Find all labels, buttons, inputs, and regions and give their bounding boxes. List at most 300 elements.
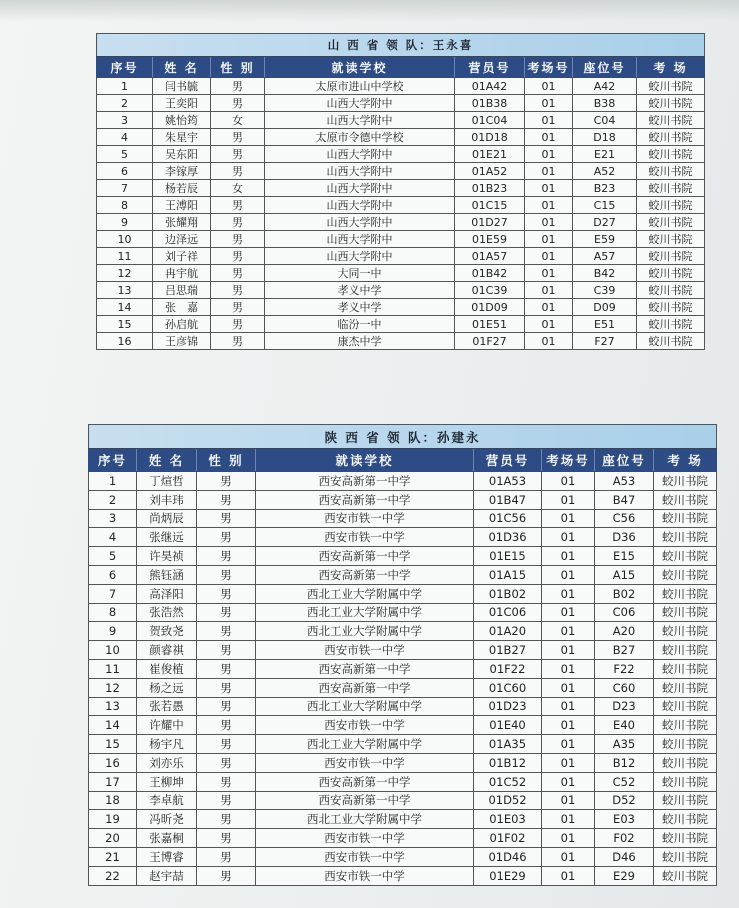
cell-name: 张嘉桐 bbox=[137, 829, 197, 848]
cell-gender: 男 bbox=[197, 490, 256, 509]
cell-gender: 男 bbox=[197, 584, 256, 603]
cell-name: 丁煊哲 bbox=[137, 472, 197, 491]
cell-seat-no: D36 bbox=[595, 528, 654, 547]
cell-gender: 男 bbox=[211, 95, 265, 112]
cell-school: 西北工业大学附属中学 bbox=[256, 584, 474, 603]
cell-name: 杨若辰 bbox=[153, 180, 211, 197]
cell-gender: 男 bbox=[197, 641, 256, 660]
cell-camper-id: 01D36 bbox=[474, 528, 542, 547]
cell-room-no: 01 bbox=[525, 282, 573, 299]
cell-seat-no: A15 bbox=[595, 565, 654, 584]
cell-room-no: 01 bbox=[542, 622, 595, 641]
cell-seat-no: B02 bbox=[595, 584, 654, 603]
cell-camper-id: 01A42 bbox=[455, 78, 525, 95]
cell-school: 山西大学附中 bbox=[265, 146, 455, 163]
cell-seat-no: E29 bbox=[595, 866, 654, 885]
cell-gender: 男 bbox=[197, 678, 256, 697]
cell-name: 王博睿 bbox=[137, 847, 197, 866]
cell-venue: 蛟川书院 bbox=[654, 735, 717, 754]
cell-gender: 男 bbox=[211, 299, 265, 316]
cell-school: 西北工业大学附属中学 bbox=[256, 622, 474, 641]
shaanxi-roster-table bbox=[88, 424, 717, 886]
cell-seat-no: F22 bbox=[595, 659, 654, 678]
cell-seat-no: A52 bbox=[573, 163, 637, 180]
col-header-room-no: 考场号 bbox=[525, 57, 573, 78]
cell-school: 西安市铁一中学 bbox=[256, 641, 474, 660]
cell-name: 高泽阳 bbox=[137, 584, 197, 603]
cell-name: 尚炳辰 bbox=[137, 509, 197, 528]
cell-index: 5 bbox=[89, 547, 137, 566]
cell-name: 刘丰玮 bbox=[137, 490, 197, 509]
cell-name: 李卓航 bbox=[137, 791, 197, 810]
cell-school: 西安高新第一中学 bbox=[256, 547, 474, 566]
table-row bbox=[97, 197, 705, 214]
cell-name: 冯昕尧 bbox=[137, 810, 197, 829]
cell-name: 刘亦乐 bbox=[137, 753, 197, 772]
cell-room-no: 01 bbox=[542, 678, 595, 697]
cell-name: 冉宇航 bbox=[153, 265, 211, 282]
col-header-venue: 考 场 bbox=[654, 449, 717, 472]
cell-venue: 蛟川书院 bbox=[654, 659, 717, 678]
cell-index: 12 bbox=[89, 678, 137, 697]
col-header-name: 姓 名 bbox=[137, 449, 197, 472]
cell-gender: 男 bbox=[197, 829, 256, 848]
cell-school: 孝义中学 bbox=[265, 282, 455, 299]
cell-camper-id: 01C56 bbox=[474, 509, 542, 528]
cell-school: 西安高新第一中学 bbox=[256, 472, 474, 491]
cell-room-no: 01 bbox=[542, 472, 595, 491]
table-row bbox=[89, 659, 717, 678]
cell-index: 22 bbox=[89, 866, 137, 885]
cell-school: 西安市铁一中学 bbox=[256, 866, 474, 885]
cell-venue: 蛟川书院 bbox=[637, 78, 705, 95]
cell-venue: 蛟川书院 bbox=[637, 282, 705, 299]
cell-camper-id: 01B38 bbox=[455, 95, 525, 112]
cell-school: 西安市铁一中学 bbox=[256, 829, 474, 848]
cell-room-no: 01 bbox=[525, 180, 573, 197]
cell-school: 西安高新第一中学 bbox=[256, 678, 474, 697]
table-row bbox=[89, 772, 717, 791]
cell-name: 杨之远 bbox=[137, 678, 197, 697]
cell-school: 康杰中学 bbox=[265, 333, 455, 350]
cell-room-no: 01 bbox=[542, 753, 595, 772]
cell-venue: 蛟川书院 bbox=[654, 829, 717, 848]
cell-gender: 男 bbox=[197, 866, 256, 885]
cell-school: 孝义中学 bbox=[265, 299, 455, 316]
cell-camper-id: 01C06 bbox=[474, 603, 542, 622]
cell-room-no: 01 bbox=[542, 565, 595, 584]
cell-gender: 男 bbox=[197, 622, 256, 641]
cell-school: 西安高新第一中学 bbox=[256, 565, 474, 584]
cell-seat-no: A35 bbox=[595, 735, 654, 754]
cell-camper-id: 01B02 bbox=[474, 584, 542, 603]
cell-room-no: 01 bbox=[542, 584, 595, 603]
cell-room-no: 01 bbox=[542, 735, 595, 754]
cell-camper-id: 01A20 bbox=[474, 622, 542, 641]
cell-room-no: 01 bbox=[525, 248, 573, 265]
table-row bbox=[97, 129, 705, 146]
cell-index: 16 bbox=[97, 333, 153, 350]
cell-gender: 男 bbox=[211, 333, 265, 350]
cell-camper-id: 01B27 bbox=[474, 641, 542, 660]
table-row bbox=[89, 509, 717, 528]
cell-venue: 蛟川书院 bbox=[654, 472, 717, 491]
cell-school: 西安高新第一中学 bbox=[256, 772, 474, 791]
cell-venue: 蛟川书院 bbox=[654, 772, 717, 791]
cell-camper-id: 01F22 bbox=[474, 659, 542, 678]
cell-name: 朱星宇 bbox=[153, 129, 211, 146]
cell-venue: 蛟川书院 bbox=[637, 146, 705, 163]
table-row bbox=[89, 565, 717, 584]
cell-camper-id: 01D27 bbox=[455, 214, 525, 231]
cell-venue: 蛟川书院 bbox=[654, 697, 717, 716]
cell-school: 山西大学附中 bbox=[265, 112, 455, 129]
table-row bbox=[89, 603, 717, 622]
cell-school: 西北工业大学附属中学 bbox=[256, 603, 474, 622]
cell-index: 8 bbox=[89, 603, 137, 622]
cell-seat-no: B47 bbox=[595, 490, 654, 509]
cell-camper-id: 01D09 bbox=[455, 299, 525, 316]
cell-index: 4 bbox=[89, 528, 137, 547]
cell-index: 3 bbox=[89, 509, 137, 528]
cell-seat-no: A53 bbox=[595, 472, 654, 491]
cell-camper-id: 01A53 bbox=[474, 472, 542, 491]
table-header-row bbox=[97, 57, 705, 78]
cell-camper-id: 01B47 bbox=[474, 490, 542, 509]
table-row bbox=[97, 95, 705, 112]
table-row bbox=[97, 214, 705, 231]
cell-venue: 蛟川书院 bbox=[654, 847, 717, 866]
cell-index: 11 bbox=[89, 659, 137, 678]
table-row bbox=[97, 282, 705, 299]
cell-name: 吴东阳 bbox=[153, 146, 211, 163]
cell-school: 山西大学附中 bbox=[265, 197, 455, 214]
cell-seat-no: A42 bbox=[573, 78, 637, 95]
cell-gender: 男 bbox=[197, 659, 256, 678]
cell-camper-id: 01E21 bbox=[455, 146, 525, 163]
cell-name: 贺致尧 bbox=[137, 622, 197, 641]
cell-room-no: 01 bbox=[525, 163, 573, 180]
cell-venue: 蛟川书院 bbox=[637, 248, 705, 265]
cell-name: 张耀翔 bbox=[153, 214, 211, 231]
cell-index: 16 bbox=[89, 753, 137, 772]
cell-index: 9 bbox=[89, 622, 137, 641]
table-row bbox=[89, 584, 717, 603]
cell-index: 6 bbox=[89, 565, 137, 584]
cell-room-no: 01 bbox=[525, 333, 573, 350]
cell-room-no: 01 bbox=[542, 772, 595, 791]
cell-room-no: 01 bbox=[542, 641, 595, 660]
cell-gender: 男 bbox=[197, 735, 256, 754]
cell-school: 西安市铁一中学 bbox=[256, 847, 474, 866]
cell-camper-id: 01D23 bbox=[474, 697, 542, 716]
col-header-index: 序号 bbox=[97, 57, 153, 78]
cell-room-no: 01 bbox=[525, 112, 573, 129]
table-title: 山 西 省 领 队：王永喜 bbox=[97, 34, 705, 57]
cell-room-no: 01 bbox=[525, 316, 573, 333]
table-row bbox=[97, 180, 705, 197]
cell-camper-id: 01A52 bbox=[455, 163, 525, 180]
col-header-index: 序号 bbox=[89, 449, 137, 472]
cell-index: 18 bbox=[89, 791, 137, 810]
cell-venue: 蛟川书院 bbox=[637, 163, 705, 180]
cell-venue: 蛟川书院 bbox=[654, 547, 717, 566]
cell-gender: 男 bbox=[211, 316, 265, 333]
cell-seat-no: B23 bbox=[573, 180, 637, 197]
cell-seat-no: C04 bbox=[573, 112, 637, 129]
cell-index: 10 bbox=[89, 641, 137, 660]
cell-seat-no: C39 bbox=[573, 282, 637, 299]
table-row bbox=[89, 847, 717, 866]
cell-camper-id: 01D52 bbox=[474, 791, 542, 810]
cell-seat-no: C52 bbox=[595, 772, 654, 791]
cell-school: 山西大学附中 bbox=[265, 231, 455, 248]
cell-school: 西安高新第一中学 bbox=[256, 659, 474, 678]
table-title: 陕 西 省 领 队：孙建永 bbox=[89, 425, 717, 449]
cell-name: 赵宇喆 bbox=[137, 866, 197, 885]
cell-seat-no: E59 bbox=[573, 231, 637, 248]
table-row bbox=[89, 735, 717, 754]
cell-name: 王彦锦 bbox=[153, 333, 211, 350]
cell-gender: 男 bbox=[197, 509, 256, 528]
cell-gender: 男 bbox=[211, 78, 265, 95]
cell-room-no: 01 bbox=[542, 829, 595, 848]
cell-seat-no: E15 bbox=[595, 547, 654, 566]
cell-venue: 蛟川书院 bbox=[654, 622, 717, 641]
cell-seat-no: D52 bbox=[595, 791, 654, 810]
cell-camper-id: 01E59 bbox=[455, 231, 525, 248]
cell-room-no: 01 bbox=[525, 265, 573, 282]
cell-school: 西安市铁一中学 bbox=[256, 528, 474, 547]
cell-index: 21 bbox=[89, 847, 137, 866]
cell-name: 杨宇凡 bbox=[137, 735, 197, 754]
cell-camper-id: 01F02 bbox=[474, 829, 542, 848]
cell-gender: 男 bbox=[197, 847, 256, 866]
cell-index: 3 bbox=[97, 112, 153, 129]
cell-index: 10 bbox=[97, 231, 153, 248]
cell-venue: 蛟川书院 bbox=[637, 95, 705, 112]
table-body bbox=[97, 78, 705, 350]
cell-gender: 男 bbox=[197, 791, 256, 810]
table-row bbox=[97, 299, 705, 316]
table-title-row bbox=[89, 425, 717, 449]
table-row bbox=[89, 472, 717, 491]
cell-gender: 男 bbox=[197, 697, 256, 716]
cell-seat-no: C56 bbox=[595, 509, 654, 528]
table-body bbox=[89, 472, 717, 886]
cell-index: 4 bbox=[97, 129, 153, 146]
cell-venue: 蛟川书院 bbox=[637, 214, 705, 231]
cell-index: 5 bbox=[97, 146, 153, 163]
cell-seat-no: D46 bbox=[595, 847, 654, 866]
cell-venue: 蛟川书院 bbox=[637, 299, 705, 316]
cell-school: 山西大学附中 bbox=[265, 214, 455, 231]
cell-index: 1 bbox=[89, 472, 137, 491]
table-row bbox=[89, 829, 717, 848]
cell-gender: 男 bbox=[211, 197, 265, 214]
cell-room-no: 01 bbox=[542, 866, 595, 885]
cell-room-no: 01 bbox=[525, 78, 573, 95]
cell-gender: 男 bbox=[197, 772, 256, 791]
cell-seat-no: D23 bbox=[595, 697, 654, 716]
cell-index: 14 bbox=[97, 299, 153, 316]
cell-seat-no: D18 bbox=[573, 129, 637, 146]
table-row bbox=[89, 490, 717, 509]
cell-index: 14 bbox=[89, 716, 137, 735]
cell-name: 王柳坤 bbox=[137, 772, 197, 791]
cell-index: 17 bbox=[89, 772, 137, 791]
cell-index: 12 bbox=[97, 265, 153, 282]
table-row bbox=[89, 791, 717, 810]
cell-venue: 蛟川书院 bbox=[637, 231, 705, 248]
cell-school: 太原市进山中学校 bbox=[265, 78, 455, 95]
table-row bbox=[97, 231, 705, 248]
cell-index: 7 bbox=[97, 180, 153, 197]
table-row bbox=[97, 248, 705, 265]
col-header-venue: 考 场 bbox=[637, 57, 705, 78]
table-row bbox=[97, 265, 705, 282]
cell-camper-id: 01D18 bbox=[455, 129, 525, 146]
cell-gender: 男 bbox=[197, 603, 256, 622]
cell-room-no: 01 bbox=[525, 129, 573, 146]
cell-school: 山西大学附中 bbox=[265, 248, 455, 265]
cell-index: 6 bbox=[97, 163, 153, 180]
cell-gender: 男 bbox=[197, 528, 256, 547]
cell-name: 姚怡筠 bbox=[153, 112, 211, 129]
cell-room-no: 01 bbox=[542, 528, 595, 547]
cell-venue: 蛟川书院 bbox=[654, 603, 717, 622]
col-header-gender: 性 别 bbox=[197, 449, 256, 472]
cell-name: 刘子祥 bbox=[153, 248, 211, 265]
cell-seat-no: A20 bbox=[595, 622, 654, 641]
table-row bbox=[89, 641, 717, 660]
cell-gender: 男 bbox=[211, 163, 265, 180]
cell-seat-no: C06 bbox=[595, 603, 654, 622]
cell-gender: 男 bbox=[197, 472, 256, 491]
col-header-room-no: 考场号 bbox=[542, 449, 595, 472]
cell-gender: 男 bbox=[211, 282, 265, 299]
cell-venue: 蛟川书院 bbox=[654, 565, 717, 584]
cell-seat-no: B12 bbox=[595, 753, 654, 772]
cell-index: 7 bbox=[89, 584, 137, 603]
cell-index: 9 bbox=[97, 214, 153, 231]
col-header-school: 就读学校 bbox=[265, 57, 455, 78]
cell-name: 李镓厚 bbox=[153, 163, 211, 180]
cell-index: 20 bbox=[89, 829, 137, 848]
table-row bbox=[89, 866, 717, 885]
cell-name: 王溥阳 bbox=[153, 197, 211, 214]
cell-name: 吕思瑞 bbox=[153, 282, 211, 299]
cell-gender: 男 bbox=[197, 810, 256, 829]
cell-room-no: 01 bbox=[525, 214, 573, 231]
cell-venue: 蛟川书院 bbox=[654, 866, 717, 885]
col-header-gender: 性 别 bbox=[211, 57, 265, 78]
cell-seat-no: E51 bbox=[573, 316, 637, 333]
cell-name: 崔俊植 bbox=[137, 659, 197, 678]
cell-camper-id: 01E40 bbox=[474, 716, 542, 735]
cell-seat-no: E21 bbox=[573, 146, 637, 163]
col-header-seat-no: 座位号 bbox=[595, 449, 654, 472]
cell-venue: 蛟川书院 bbox=[637, 112, 705, 129]
cell-index: 15 bbox=[89, 735, 137, 754]
cell-seat-no: C60 bbox=[595, 678, 654, 697]
col-header-camper-id: 营员号 bbox=[474, 449, 542, 472]
table-row bbox=[89, 622, 717, 641]
cell-room-no: 01 bbox=[525, 95, 573, 112]
cell-school: 太原市令德中学校 bbox=[265, 129, 455, 146]
cell-seat-no: C15 bbox=[573, 197, 637, 214]
cell-name: 边泽远 bbox=[153, 231, 211, 248]
cell-gender: 男 bbox=[197, 565, 256, 584]
cell-camper-id: 01A57 bbox=[455, 248, 525, 265]
cell-gender: 男 bbox=[197, 547, 256, 566]
cell-camper-id: 01D46 bbox=[474, 847, 542, 866]
col-header-seat-no: 座位号 bbox=[573, 57, 637, 78]
cell-venue: 蛟川书院 bbox=[637, 333, 705, 350]
cell-seat-no: F27 bbox=[573, 333, 637, 350]
cell-camper-id: 01E29 bbox=[474, 866, 542, 885]
cell-name: 张若愚 bbox=[137, 697, 197, 716]
cell-seat-no: E03 bbox=[595, 810, 654, 829]
cell-gender: 男 bbox=[211, 231, 265, 248]
cell-venue: 蛟川书院 bbox=[654, 678, 717, 697]
cell-name: 孙启航 bbox=[153, 316, 211, 333]
cell-gender: 男 bbox=[211, 248, 265, 265]
col-header-name: 姓 名 bbox=[153, 57, 211, 78]
cell-venue: 蛟川书院 bbox=[654, 509, 717, 528]
table-row bbox=[89, 753, 717, 772]
cell-room-no: 01 bbox=[525, 146, 573, 163]
cell-camper-id: 01E51 bbox=[455, 316, 525, 333]
cell-index: 2 bbox=[97, 95, 153, 112]
cell-room-no: 01 bbox=[542, 697, 595, 716]
page-top-shadow bbox=[0, 0, 739, 22]
cell-camper-id: 01C60 bbox=[474, 678, 542, 697]
cell-school: 大同一中 bbox=[265, 265, 455, 282]
cell-name: 张继远 bbox=[137, 528, 197, 547]
table-row bbox=[97, 78, 705, 95]
shanxi-roster-table bbox=[96, 33, 705, 350]
cell-gender: 男 bbox=[197, 753, 256, 772]
cell-venue: 蛟川书院 bbox=[654, 490, 717, 509]
cell-camper-id: 01C39 bbox=[455, 282, 525, 299]
cell-venue: 蛟川书院 bbox=[654, 584, 717, 603]
cell-venue: 蛟川书院 bbox=[654, 810, 717, 829]
cell-name: 闫书毓 bbox=[153, 78, 211, 95]
cell-seat-no: F02 bbox=[595, 829, 654, 848]
cell-name: 许耀中 bbox=[137, 716, 197, 735]
table-row bbox=[97, 112, 705, 129]
cell-venue: 蛟川书院 bbox=[637, 197, 705, 214]
table-row bbox=[97, 316, 705, 333]
cell-venue: 蛟川书院 bbox=[654, 753, 717, 772]
cell-room-no: 01 bbox=[525, 231, 573, 248]
table-row bbox=[89, 810, 717, 829]
table-row bbox=[97, 163, 705, 180]
cell-gender: 女 bbox=[211, 180, 265, 197]
cell-venue: 蛟川书院 bbox=[654, 641, 717, 660]
cell-school: 临汾一中 bbox=[265, 316, 455, 333]
cell-camper-id: 01C52 bbox=[474, 772, 542, 791]
cell-school: 山西大学附中 bbox=[265, 180, 455, 197]
cell-room-no: 01 bbox=[542, 791, 595, 810]
table-row bbox=[97, 146, 705, 163]
cell-index: 2 bbox=[89, 490, 137, 509]
cell-school: 西安市铁一中学 bbox=[256, 509, 474, 528]
cell-venue: 蛟川书院 bbox=[637, 265, 705, 282]
cell-name: 张 嘉 bbox=[153, 299, 211, 316]
cell-venue: 蛟川书院 bbox=[654, 528, 717, 547]
